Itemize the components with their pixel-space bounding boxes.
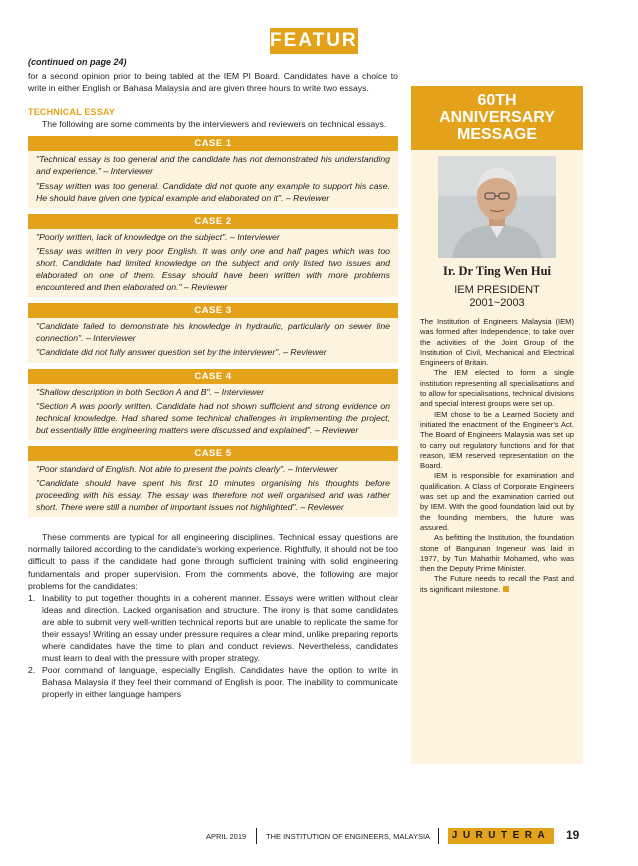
main-article-column — [28, 70, 398, 701]
case-box-3 — [28, 303, 398, 362]
continued-note: (continued on page 24) — [28, 57, 127, 67]
case-comment: "Poor standard of English. Not able to present the points clearly". – Interviewer — [36, 463, 338, 474]
list-item-text: Poor command of language, especially English. Candidates have the option to write in Bahasa Malaysia if they feel their command of English is poor. The inability to communicate properly in either language hampers — [42, 665, 398, 700]
footer-divider — [256, 828, 257, 844]
case-comment: "Shallow description in both Section A and B". – Interviewer — [36, 386, 265, 397]
president-portrait — [438, 156, 556, 258]
message-paragraph: IEM is responsible for examination and qualification. A Class of Corporate Engineers was set up and the examination carried out by IEM. With the good foundation laid out by the founding members, the future was assured. — [420, 471, 574, 532]
case-comment: "Technical essay is too general and the candidate has not demonstrated his understanding and experience." – Interviewer — [36, 154, 390, 177]
sidebar-title-line: ANNIVERSARY — [439, 109, 555, 126]
case-box-5 — [28, 446, 398, 517]
problems-list — [28, 592, 398, 701]
case-title: CASE 5 — [28, 446, 398, 461]
case-box-4 — [28, 369, 398, 440]
end-mark-icon — [503, 586, 509, 592]
case-comment: "Essay was written in very poor English. It was only one and half pages which was too short. Candidate had limited knowledge on the subject and only listed two issues and elaborated on one of them. Essay should have been written with more problems encountered and then elaborated on." – Reviewer — [36, 245, 390, 293]
intro-paragraph: for a second opinion prior to being tabled at the IEM PI Board. Candidates have a choice to write in either English or Bahasa Malaysia and are given three hours to write two essays. — [28, 71, 398, 94]
institution-name: THE INSTITUTION OF ENGINEERS, MALAYSIA — [266, 832, 431, 841]
footer-divider — [438, 828, 439, 844]
list-item — [28, 664, 398, 700]
case-title: CASE 1 — [28, 136, 398, 151]
person-term: 2001~2003 — [469, 297, 525, 309]
case-comment: "Section A was poorly written. Candidate had not shown sufficient and strong evidence on technical knowledge. Had shared some technical challenges in implementing the project, but essentially little engineering matters were discussed and explained". – Reviewer — [36, 400, 390, 435]
feature-section-tag: FEATURE — [270, 28, 358, 54]
case-comment: "Candidate should have spent his first 10 minutes organising his thoughts before proceeding with his essay. The essay was therefore not well organised and was rather short. There were still a number of important issues not highlighted". – Reviewer — [36, 477, 390, 513]
message-paragraph — [420, 574, 574, 595]
message-paragraph: IEM chose to be a Learned Society and initiated the enactment of the Engineer's Act. The Board of Engineers Malaysia was set up to carry out regulatory functions and for that reason, IEM reserved representation on the Board. — [420, 409, 574, 471]
list-number: 2. — [28, 665, 36, 676]
list-number: 1. — [28, 592, 36, 603]
page-footer — [0, 826, 638, 850]
magazine-brand: JURUTERA — [448, 828, 554, 844]
case-box-1 — [28, 136, 398, 207]
person-role: IEM PRESIDENT — [454, 284, 540, 296]
case-comment: "Candidate did not fully answer question set by the interviewer". – Reviewer — [36, 347, 327, 358]
message-paragraph: The Institution of Engineers Malaysia (IEM) was formed after Independence, to take over the activities of the Joint Group of the Institution of Civil, Mechanical and Electrical Engineers of Britain. — [420, 317, 574, 368]
sidebar-title-line: 60TH — [477, 92, 517, 109]
case-title: CASE 2 — [28, 214, 398, 229]
sidebar-message — [411, 309, 583, 595]
message-paragraph: The IEM elected to form a single institution representing all specialisations and to allow for specialisations, technical divisions and special interest groups were set up. — [420, 368, 574, 409]
closing-sentence: The Future needs to recall the Past and its significant milestone. — [420, 574, 574, 594]
page-number: 19 — [566, 828, 580, 842]
summary-paragraph: These comments are typical for all engineering disciplines. Technical essay questions are normally tailored according to the candidate's working experience. Rightfully, it should not be too difficult to pass if the candidate had gone through sufficient training with solid engineering fundamentals and proper supervision. From the comments above, the following are major problems for the candidates: — [28, 532, 398, 591]
case-title: CASE 4 — [28, 369, 398, 384]
section-heading: TECHNICAL ESSAY — [28, 107, 116, 118]
message-paragraph: As befitting the Institution, the foundation stone of Bangunan Ingeneur was laid in 1977, by Tun Mahathir Mohamed, who was then the Deputy Prime Minister. — [420, 533, 574, 574]
case-comment: "Essay written was too general. Candidate did not quote any example to support his case. He should have given one typical example and elaborated on it". – Reviewer — [36, 180, 390, 203]
case-title: CASE 3 — [28, 303, 398, 318]
sidebar-title-line: MESSAGE — [456, 126, 537, 143]
case-comment: "Poorly written, lack of knowledge on the subject". – Interviewer — [36, 231, 280, 242]
case-comment: "Candidate failed to demonstrate his knowledge in hydraulic, particularly on sewer line connection". – Interviewer — [36, 321, 390, 344]
sidebar-title — [411, 86, 583, 150]
anniversary-sidebar — [411, 86, 583, 764]
issue-date: APRIL 2019 — [206, 832, 247, 841]
section-intro: The following are some comments by the interviewers and reviewers on technical essays. — [42, 119, 387, 130]
person-name: Ir. Dr Ting Wen Hui — [442, 264, 552, 278]
list-item-text: Inability to put together thoughts in a coherent manner. Essays were written without clear ideas and direction. Lacked organisation and structure. The irony is that some candidates are able to submit very well-written technical reports but are unable to replicate the same for their essays! Writing an essay under pressure requires a clear mind, unlike preparing reports where candidates have the time to plan and conduct reviews. Nevertheless, candidates must learn to deal with the pressure with proper strategy. — [42, 592, 398, 664]
case-box-2 — [28, 214, 398, 297]
list-item — [28, 592, 398, 665]
